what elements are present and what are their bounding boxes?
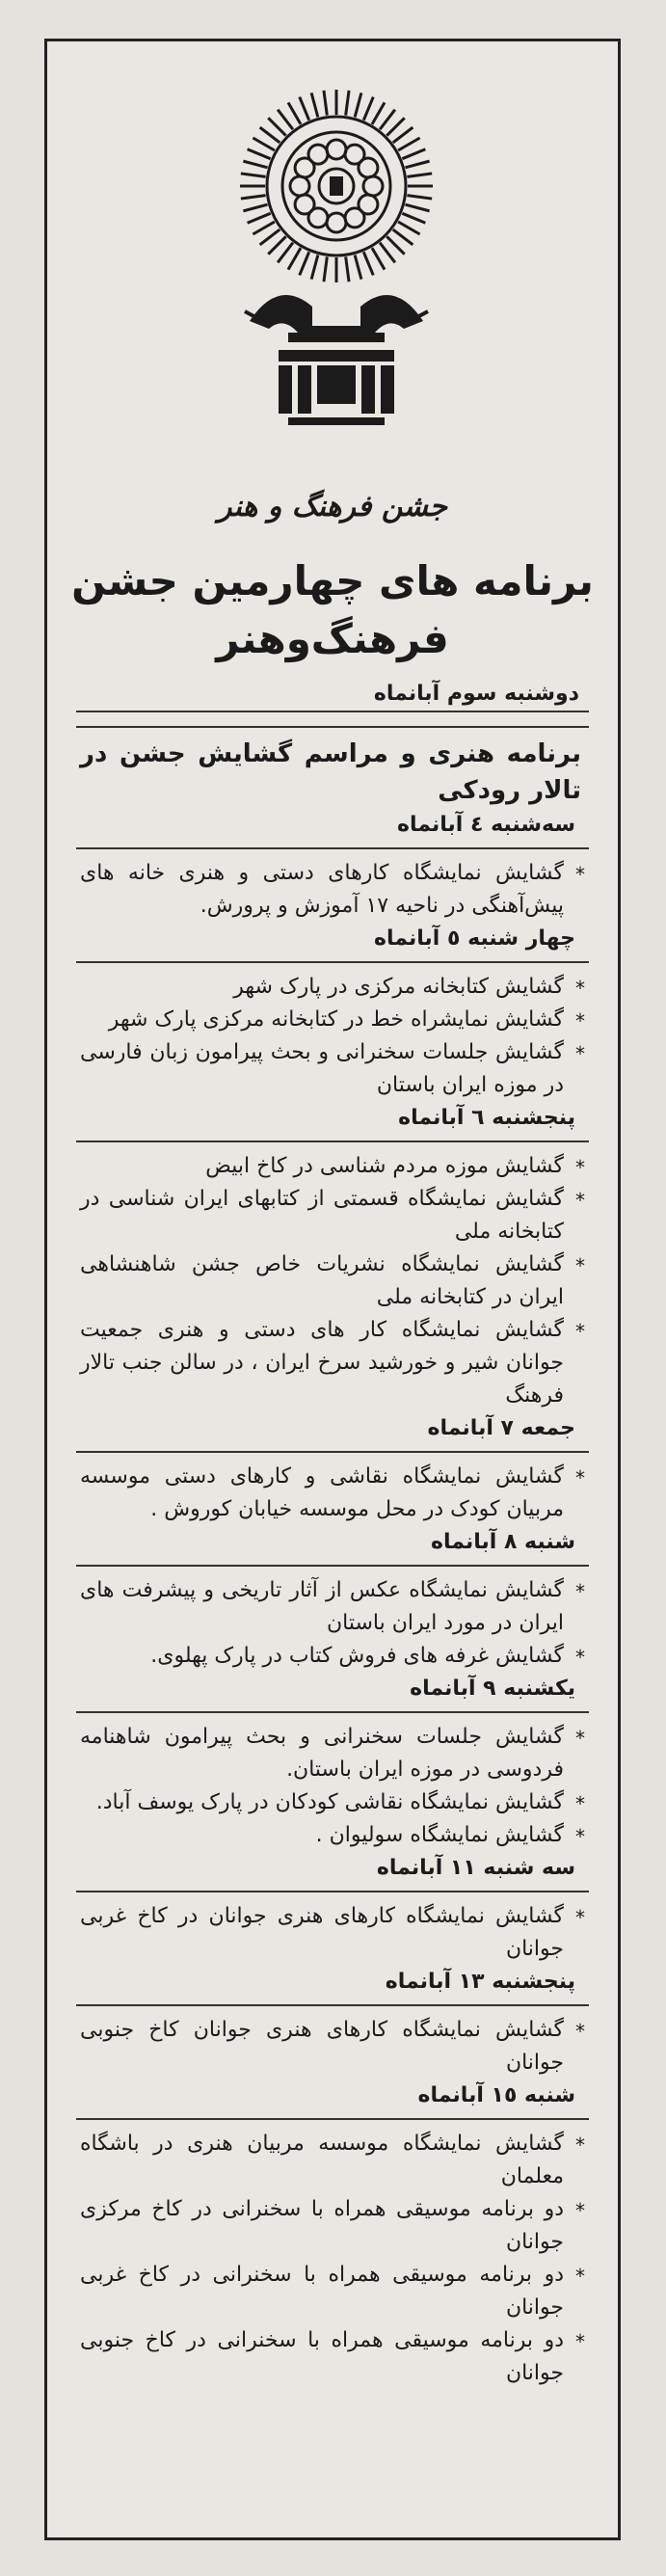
title-line-1: برنامه های چهارمین جشن xyxy=(71,557,594,604)
day-heading: شنبه ٨ آبانماه xyxy=(430,1530,575,1554)
program-item xyxy=(80,1640,585,1673)
program-section xyxy=(76,847,589,961)
program-item xyxy=(80,1721,585,1786)
asterisk-bullet-icon: * xyxy=(575,1580,585,1603)
day-heading: یکشنبه ٩ آبانماه xyxy=(410,1677,575,1701)
program-item-text: گشایش نمایشگاه عکس از آثار تاریخی و پیشرفت های ایران در مورد ایران باستان xyxy=(80,1578,564,1635)
day-heading: شنبه ١٥ آبانماه xyxy=(417,2083,575,2107)
page-title xyxy=(47,552,618,668)
program-list xyxy=(76,678,589,2396)
program-item xyxy=(80,2324,585,2390)
program-item-text: گشایش نمایشگاه نشریات خاص جشن شاهنشاهی ایران در کتابخانه ملی xyxy=(80,1252,564,1309)
day-heading: جمعه ٧ آبانماه xyxy=(427,1416,575,1440)
program-item xyxy=(80,1036,585,1102)
day-heading: چهار شنبه ٥ آبانماه xyxy=(374,926,575,951)
asterisk-bullet-icon: * xyxy=(575,1320,585,1343)
festival-emblem-icon xyxy=(221,80,452,485)
program-item xyxy=(80,1004,585,1036)
program-item xyxy=(80,2259,585,2324)
program-item-text: دو برنامه موسیقی همراه با سخنرانی در کاخ غربی جوانان xyxy=(80,2263,564,2320)
asterisk-bullet-icon: * xyxy=(575,1825,585,1848)
program-item xyxy=(80,1150,585,1183)
day-heading: پنجشنبه ١٣ آبانماه xyxy=(385,1970,575,1994)
program-section xyxy=(76,726,589,847)
program-section xyxy=(76,1565,589,1711)
asterisk-bullet-icon: * xyxy=(575,1189,585,1212)
program-item xyxy=(80,2193,585,2259)
program-item-text: گشایش جلسات سخنرانی و بحث پیرامون زبان فارسی در موزه ایران باستان xyxy=(80,1040,564,1097)
logo-caption: جشن فرهنگ و هنر xyxy=(217,490,447,523)
announcement-frame xyxy=(44,39,621,2540)
program-item-text: گشایش نمایشگاه نقاشی کودکان در پارک یوسف آباد. xyxy=(95,1790,564,1814)
program-item xyxy=(80,1248,585,1314)
asterisk-bullet-icon: * xyxy=(575,1906,585,1929)
program-section xyxy=(76,1140,589,1451)
day-heading: سه‌شنبه ٤ آبانماه xyxy=(397,813,575,837)
day-heading: سه شنبه ١١ آبانماه xyxy=(376,1856,575,1880)
program-item-text: گشایش نمایشگاه سولیوان . xyxy=(315,1823,564,1847)
asterisk-bullet-icon: * xyxy=(575,1009,585,1033)
asterisk-bullet-icon: * xyxy=(575,1156,585,1179)
program-item-text: گشایش کتابخانه مرکزی در پارک شهر xyxy=(233,975,564,999)
program-item-text: دو برنامه موسیقی همراه با سخنرانی در کاخ مرکزی جوانان xyxy=(80,2197,564,2254)
program-item xyxy=(80,736,585,809)
program-section xyxy=(76,1451,589,1565)
program-item-text: گشایش نمایشگاه موسسه مربیان هنری در باشگاه معلمان xyxy=(80,2132,564,2188)
program-item xyxy=(80,1786,585,1819)
program-item-text: برنامه هنری و مراسم گشایش جشن در تالار رودکی xyxy=(80,739,581,805)
program-item xyxy=(80,1461,585,1526)
program-item-text: گشایش نمایشراه خط در کتابخانه مرکزی پارک شهر xyxy=(108,1007,564,1032)
program-item-text: گشایش نمایشگاه کارهای هنری جوانان کاخ جنوبی جوانان xyxy=(80,2018,564,2075)
title-line-2: فرهنگ‌وهنر xyxy=(216,615,449,662)
asterisk-bullet-icon: * xyxy=(575,1042,585,1065)
program-item xyxy=(80,1183,585,1248)
asterisk-bullet-icon: * xyxy=(575,2199,585,2222)
asterisk-bullet-icon: * xyxy=(575,1254,585,1277)
asterisk-bullet-icon: * xyxy=(575,863,585,886)
asterisk-bullet-icon: * xyxy=(575,1646,585,1669)
program-item xyxy=(80,1819,585,1852)
day-heading: پنجشنبه ٦ آبانماه xyxy=(398,1106,575,1130)
program-section xyxy=(76,2004,589,2118)
asterisk-bullet-icon: * xyxy=(575,977,585,1000)
program-item-text: گشایش نمایشگاه نقاشی و کارهای دستی موسسه مربیان کودک در محل موسسه خیابان کوروش . xyxy=(80,1464,564,1521)
program-item-text: دو برنامه موسیقی همراه با سخنرانی در کاخ جنوبی جوانان xyxy=(80,2328,564,2385)
asterisk-bullet-icon: * xyxy=(575,1727,585,1750)
program-section xyxy=(76,961,589,1140)
day-heading: دوشنبه سوم آبانماه xyxy=(373,682,579,706)
program-item-text: گشایش نمایشگاه کارهای دستی و هنری خانه های پیش‌آهنگی در ناحیه ١٧ آموزش و پرورش. xyxy=(80,861,564,918)
program-item-text: گشایش نمایشگاه قسمتی از کتابهای ایران شناسی در کتابخانه ملی xyxy=(80,1187,564,1244)
asterisk-bullet-icon: * xyxy=(575,1792,585,1815)
program-section xyxy=(76,1711,589,1891)
program-item-text: گشایش نمایشگاه کار های دستی و هنری جمعیت جوانان شیر و خورشید سرخ ایران ، در سالن جنب تالار فرهنگ xyxy=(80,1318,564,1408)
program-item xyxy=(80,1574,585,1640)
program-item xyxy=(80,1900,585,1966)
festival-logo xyxy=(47,80,618,543)
program-item xyxy=(80,2014,585,2080)
asterisk-bullet-icon: * xyxy=(575,2133,585,2157)
program-item-text: گشایش غرفه های فروش کتاب در پارک پهلوی. xyxy=(150,1644,564,1668)
program-section xyxy=(76,2118,589,2396)
program-item xyxy=(80,857,585,923)
program-item-text: گشایش نمایشگاه کارهای هنری جوانان در کاخ غربی جوانان xyxy=(80,1904,564,1961)
program-item-text: گشایش موزه مردم شناسی در کاخ ابیض xyxy=(205,1154,564,1178)
program-item xyxy=(80,971,585,1004)
asterisk-bullet-icon: * xyxy=(575,2020,585,2043)
program-section xyxy=(76,1891,589,2004)
program-item-text: گشایش جلسات سخنرانی و بحث پیرامون شاهنامه فردوسی در موزه ایران باستان. xyxy=(80,1725,564,1782)
asterisk-bullet-icon: * xyxy=(575,2330,585,2353)
program-item xyxy=(80,1314,585,1412)
program-section xyxy=(76,711,589,726)
program-item xyxy=(80,2128,585,2193)
asterisk-bullet-icon: * xyxy=(575,2265,585,2288)
asterisk-bullet-icon: * xyxy=(575,1466,585,1489)
